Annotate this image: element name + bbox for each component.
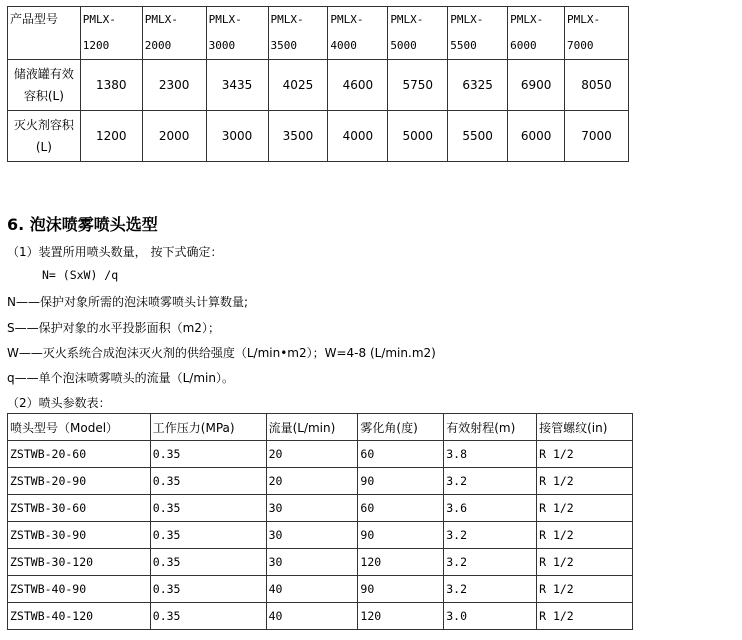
header-cell: 流量(L/min)	[266, 414, 358, 441]
header-cell: 有效射程(m)	[444, 414, 537, 441]
model-header-cell: PMLX- 4000	[328, 7, 388, 60]
pressure-cell: 0.35	[150, 522, 266, 549]
step1-text: （1）装置所用喷头数量， 按下式确定：	[7, 245, 223, 259]
table-row	[8, 576, 633, 603]
capacity-header-label: 产品型号	[8, 7, 81, 60]
angle-cell: 120	[358, 603, 444, 630]
model-header-cell: PMLX- 3000	[206, 7, 268, 60]
agent-capacity-row	[8, 111, 629, 162]
header-cell: 工作压力(MPa)	[150, 414, 266, 441]
header-cell: 雾化角(度)	[358, 414, 444, 441]
value-cell: 6325	[448, 60, 508, 111]
flow-cell: 40	[266, 576, 358, 603]
value-cell: 8050	[565, 60, 629, 111]
pressure-cell: 0.35	[150, 576, 266, 603]
value-cell: 1380	[80, 60, 142, 111]
capacity-header-row	[8, 7, 629, 60]
value-cell: 2000	[142, 111, 206, 162]
value-cell: 5000	[388, 111, 448, 162]
model-header-cell: PMLX- 3500	[268, 7, 328, 60]
range-cell: 3.6	[444, 495, 537, 522]
model-header-cell: PMLX- 5500	[448, 7, 508, 60]
model-cell: ZSTWB-20-90	[8, 468, 151, 495]
thread-cell: R 1/2	[537, 576, 633, 603]
pressure-cell: 0.35	[150, 441, 266, 468]
angle-cell: 120	[358, 549, 444, 576]
range-cell: 3.2	[444, 576, 537, 603]
model-header-cell: PMLX- 5000	[388, 7, 448, 60]
model-header-cell: PMLX- 1200	[80, 7, 142, 60]
value-cell: 3000	[206, 111, 268, 162]
pressure-cell: 0.35	[150, 495, 266, 522]
angle-cell: 60	[358, 495, 444, 522]
flow-cell: 20	[266, 441, 358, 468]
range-cell: 3.8	[444, 441, 537, 468]
value-cell: 1200	[80, 111, 142, 162]
thread-cell: R 1/2	[537, 495, 633, 522]
definition-n: N——保护对象所需的泡沫喷雾喷头计算数量;	[7, 295, 249, 309]
thread-cell: R 1/2	[537, 603, 633, 630]
thread-cell: R 1/2	[537, 522, 633, 549]
header-cell: 喷头型号（Model）	[8, 414, 151, 441]
value-cell: 4000	[328, 111, 388, 162]
angle-cell: 90	[358, 468, 444, 495]
value-cell: 4025	[268, 60, 328, 111]
model-cell: ZSTWB-30-90	[8, 522, 151, 549]
flow-cell: 30	[266, 522, 358, 549]
table-row	[8, 495, 633, 522]
row-label: 储液罐有效 容积(L)	[8, 60, 81, 111]
model-header-cell: PMLX- 6000	[508, 7, 565, 60]
pressure-cell: 0.35	[150, 468, 266, 495]
tank-capacity-row	[8, 60, 629, 111]
range-cell: 3.0	[444, 603, 537, 630]
table-row	[8, 522, 633, 549]
angle-cell: 90	[358, 576, 444, 603]
definition-w: W——灭火系统合成泡沫灭火剂的供给强度（L/min•m2）；W=4-8 (L/min.m2)	[7, 346, 436, 360]
definition-s: S——保护对象的水平投影面积（m2）；	[7, 321, 220, 335]
row-label: 灭火剂容积 (L)	[8, 111, 81, 162]
value-cell: 2300	[142, 60, 206, 111]
model-cell: ZSTWB-30-120	[8, 549, 151, 576]
value-cell: 6000	[508, 111, 565, 162]
value-cell: 4600	[328, 60, 388, 111]
range-cell: 3.2	[444, 522, 537, 549]
value-cell: 7000	[565, 111, 629, 162]
thread-cell: R 1/2	[537, 549, 633, 576]
table-row	[8, 603, 633, 630]
thread-cell: R 1/2	[537, 468, 633, 495]
flow-cell: 20	[266, 468, 358, 495]
table-row	[8, 441, 633, 468]
value-cell: 3435	[206, 60, 268, 111]
capacity-table	[7, 6, 629, 162]
header-cell: 接管螺纹(in)	[537, 414, 633, 441]
pressure-cell: 0.35	[150, 549, 266, 576]
model-cell: ZSTWB-40-120	[8, 603, 151, 630]
step2-text: （2）喷头参数表：	[7, 396, 111, 410]
pressure-cell: 0.35	[150, 603, 266, 630]
flow-cell: 30	[266, 495, 358, 522]
angle-cell: 90	[358, 522, 444, 549]
table-row	[8, 468, 633, 495]
section-title: 6. 泡沫喷雾喷头选型	[7, 215, 158, 234]
value-cell: 5750	[388, 60, 448, 111]
model-cell: ZSTWB-20-60	[8, 441, 151, 468]
range-cell: 3.2	[444, 468, 537, 495]
model-header-cell: PMLX- 7000	[565, 7, 629, 60]
table-row	[8, 549, 633, 576]
formula-text: N= (SxW) /q	[42, 268, 119, 282]
flow-cell: 40	[266, 603, 358, 630]
model-cell: ZSTWB-40-90	[8, 576, 151, 603]
model-cell: ZSTWB-30-60	[8, 495, 151, 522]
nozzle-header-row	[8, 414, 633, 441]
thread-cell: R 1/2	[537, 441, 633, 468]
flow-cell: 30	[266, 549, 358, 576]
value-cell: 3500	[268, 111, 328, 162]
definition-q: q——单个泡沫喷雾喷头的流量（L/min）。	[7, 371, 234, 385]
value-cell: 6900	[508, 60, 565, 111]
model-header-cell: PMLX- 2000	[142, 7, 206, 60]
value-cell: 5500	[448, 111, 508, 162]
nozzle-table	[7, 413, 633, 630]
angle-cell: 60	[358, 441, 444, 468]
range-cell: 3.2	[444, 549, 537, 576]
